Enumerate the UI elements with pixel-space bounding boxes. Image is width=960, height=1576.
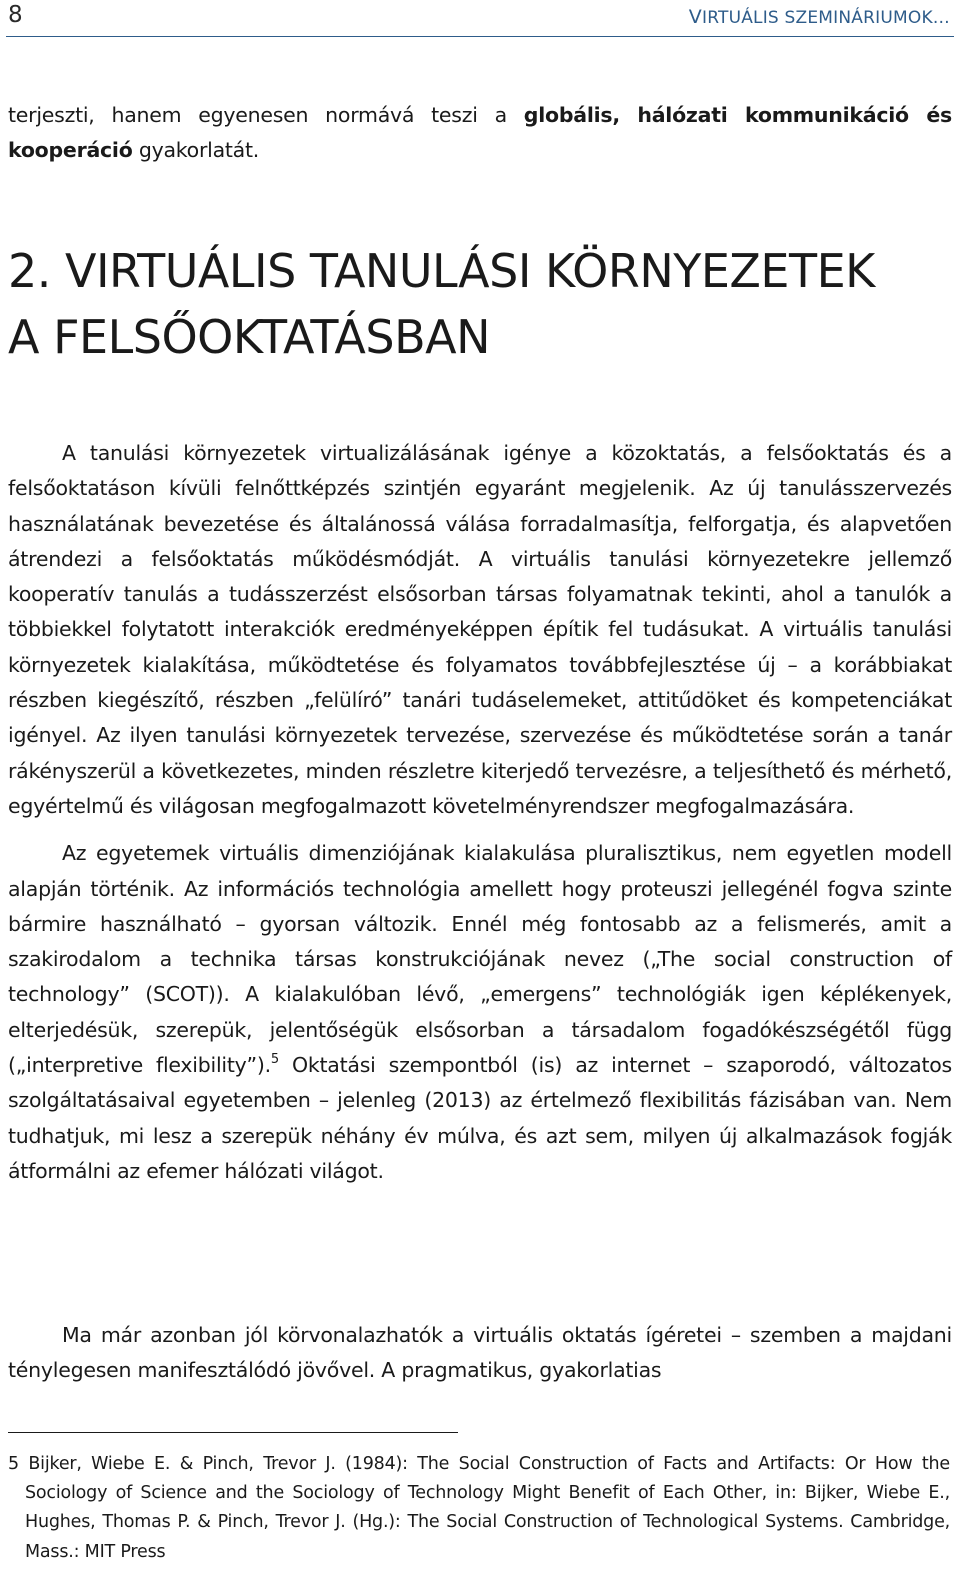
running-title [689, 6, 950, 28]
section-body [8, 436, 952, 1189]
running-title-rest: IRTUÁLIS SZEMINÁRIUMOK… [702, 8, 950, 28]
paragraph-1: A tanulási környezetek virtualizálásának igénye a közoktatás, a felsőoktatás és a felsőoktatáson kívüli felnőttképzés szintjén egyaránt megjelenik. Az új tanulásszervezés használatának bevezetése és általánossá válása forradalmasítja, felforgatja, és alapvetően átrendezi a felsőoktatás működésmódját. A virtuális tanulási környezetekre jellemző kooperatív tanulás a tudásszerzést elsősorban társas folyamatnak tekinti, ahol a tanulók a többiekkel folytatott interakciók eredményeképpen építik fel tudásukat. A virtuális tanulási környezetek kialakítása, működtetése és folyamatos továbbfejlesztése új – a korábbiakat részben kiegészítő, részben „felülíró” tanári tudáselemeket, attitűdöket és kompetenciákat igényel. Az ilyen tanulási környezetek tervezése, szervezése és működtetése során a tanár rákényszerül a következetes, minden részletre kiterjedő tervezésre, a teljesíthető és mérhető, egyértelmű és világosan megfogalmazott követelményrendszer megfogalmazására. [8, 441, 952, 818]
paragraph-2-continuation: Oktatási szempontból (is) az internet – szaporodó, változatos szolgáltatásaival egyetemben – jelenleg (2013) az értelmező flexibilitás fázisában van. Nem tudhatjuk, mi lesz a szerepük néhány év múlva, és azt sem, milyen új alkalmazások fogják átformálni az efemer hálózati világot. [8, 1053, 952, 1183]
footnote-separator [8, 1432, 458, 1433]
paragraph-2 [8, 836, 952, 1189]
intro-bold-phrase: globális, hálózati kommunikáció és kooperáció [8, 103, 952, 163]
page-header [6, 0, 954, 37]
chapter-heading [8, 238, 875, 370]
footnote-number: 5 [8, 1454, 19, 1474]
footnote-reference[interactable]: 5 [270, 1052, 279, 1068]
page-number: 8 [8, 2, 23, 28]
paragraph-3-block [8, 1318, 952, 1389]
intro-paragraph [8, 98, 952, 169]
intro-text-start: terjeszti, hanem egyenesen normává teszi a [8, 103, 524, 127]
chapter-heading-line-2: A FELSŐOKTATÁSBAN [8, 310, 491, 364]
footnote [8, 1450, 950, 1567]
paragraph-2-text: Az egyetemek virtuális dimenziójának kialakulása pluralisztikus, nem egyetlen modell alapján történik. Az információs technológia amellett hogy proteuszi jellegénél fogva szinte bármire használható – gyorsan változik. Ennél még fontosabb az a felismerés, amit a szakirodalom a technika társas konstrukciójának nevez („The social construction of technology” (SCOT)). A kialakulóban lévő, „emergens” technológiák igen képlékenyek, elterjedésük, szerepük, jelentőségük elsősorban a társadalom fogadókészségétől függ („interpretive flexibility”). [8, 841, 952, 1078]
footnote-text: Bijker, Wiebe E. & Pinch, Trevor J. (1984): The Social Construction of Facts and Artifacts: Or How the Sociology of Science and the Sociology of Technology Might Benefit of Each Other, in: Bijker, Wiebe E., Hughes, Thomas P. & Pinch, Trevor J. (Hg.): The Social Construction of Technological Systems. Cambridge, Mass.: MIT Press [18, 1454, 950, 1562]
running-title-initial: V [688, 6, 702, 28]
intro-text-end: gyakorlatát. [132, 138, 260, 163]
paragraph-3: Ma már azonban jól körvonalazhatók a virtuális oktatás ígéretei – szemben a majdani ténylegesen manifesztálódó jövővel. A pragmatikus, gyakorlatias [8, 1323, 952, 1383]
chapter-heading-line-1: 2. VIRTUÁLIS TANULÁSI KÖRNYEZETEK [8, 244, 875, 298]
